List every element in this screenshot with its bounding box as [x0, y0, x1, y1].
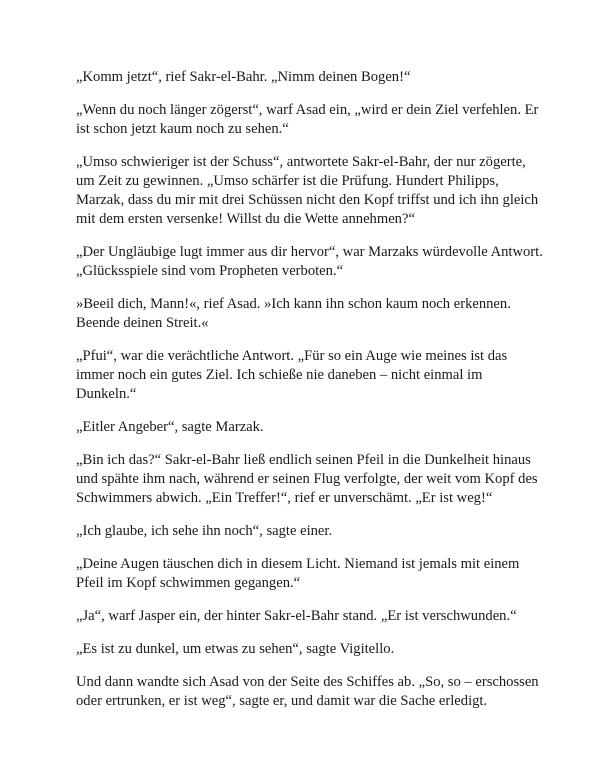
paragraph-6: „Pfui“, war die verächtliche Antwort. „Für so ein Auge wie meines ist das immer noch ein gutes Ziel. Ich schieße nie daneben – nicht einmal im Dunkeln.“: [76, 348, 508, 402]
paragraph-7: „Eitler Angeber“, sagte Marzak.: [76, 419, 264, 435]
paragraph-9: „Ich glaube, ich sehe ihn noch“, sagte einer.: [76, 523, 333, 539]
paragraph-3: „Umso schwieriger ist der Schuss“, antwortete Sakr-el-Bahr, der nur zögerte, um Zeit zu gewinnen. „Umso schärfer ist die Prüfung. Hundert Philipps, Marzak, dass du mir mit drei Schüssen nicht den Kopf triffst und ich ihn gleich mit dem ersten versenke! Willst du die Wette annehmen?“: [76, 154, 539, 227]
paragraph-13: Und dann wandte sich Asad von der Seite des Schiffes ab. „So, so – erschossen oder ertrunken, er ist weg“, sagte er, und damit war die Sache erledigt.: [76, 674, 539, 709]
paragraph-2: „Wenn du noch länger zögerst“, warf Asad ein, „wird er dein Ziel verfehlen. Er ist schon jetzt kaum noch zu sehen.“: [76, 102, 539, 137]
paragraph-8: „Bin ich das?“ Sakr-el-Bahr ließ endlich seinen Pfeil in die Dunkelheit hinaus und spähte ihm nach, während er seinen Flug verfolgte, der weit vom Kopf des Schwimmers abwich. „Ein Treffer!“, rief er unverschämt. „Er ist weg!“: [76, 452, 538, 506]
document-page: [76, 68, 546, 725]
paragraph-5: »Beeil dich, Mann!«, rief Asad. »Ich kann ihn schon kaum noch erkennen. Beende deinen Streit.«: [76, 296, 511, 331]
paragraph-4: „Der Ungläubige lugt immer aus dir hervor“, war Marzaks würdevolle Antwort. „Glücksspiele sind vom Propheten verboten.“: [76, 244, 543, 279]
paragraph-1: „Komm jetzt“, rief Sakr-el-Bahr. „Nimm deinen Bogen!“: [76, 69, 411, 85]
paragraph-12: „Es ist zu dunkel, um etwas zu sehen“, sagte Vigitello.: [76, 641, 395, 657]
paragraph-11: „Ja“, warf Jasper ein, der hinter Sakr-el-Bahr stand. „Er ist verschwunden.“: [76, 608, 517, 624]
paragraph-10: „Deine Augen täuschen dich in diesem Licht. Niemand ist jemals mit einem Pfeil im Kopf schwimmen gegangen.“: [76, 556, 520, 591]
